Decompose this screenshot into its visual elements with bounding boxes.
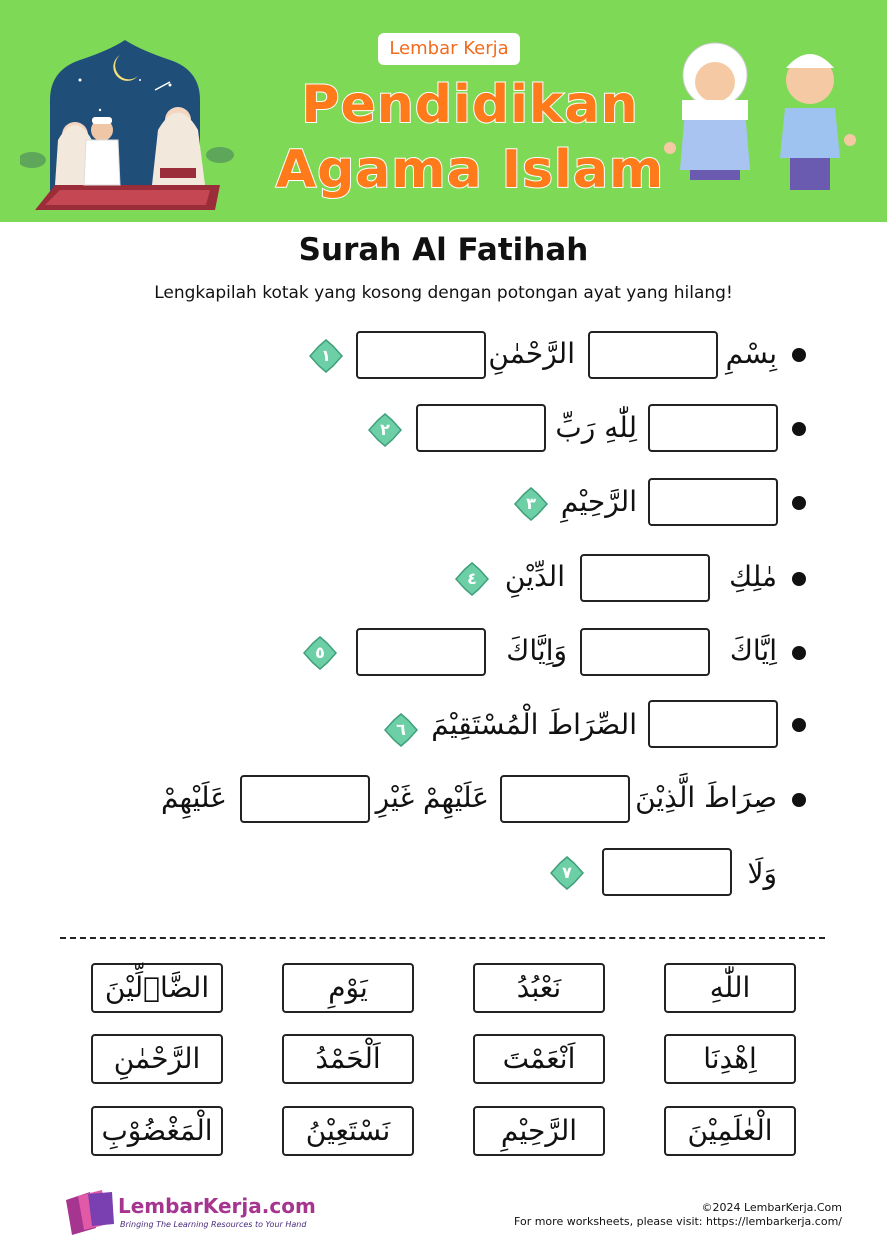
word-card[interactable]: الرَّحِيْمِ	[473, 1106, 605, 1156]
answer-box[interactable]	[580, 554, 710, 602]
answer-box[interactable]	[356, 628, 486, 676]
verse-number-badge: ٢	[368, 413, 402, 447]
word-card[interactable]: الْمَغْضُوْبِ	[91, 1106, 223, 1156]
verse-number-badge: ١	[309, 339, 343, 373]
verse-word: اِيَّاكَ	[729, 634, 777, 667]
answer-box[interactable]	[356, 331, 486, 379]
verse-bullet	[792, 348, 806, 362]
answer-box[interactable]	[602, 848, 732, 896]
verse-word: لِلّٰهِ رَبِّ	[555, 411, 637, 444]
verse-bullet	[792, 496, 806, 510]
word-card[interactable]: نَسْتَعِيْنُ	[282, 1106, 414, 1156]
cut-line-divider	[60, 937, 825, 939]
verse-number-badge: ٥	[303, 636, 337, 670]
worksheet-instruction: Lengkapilah kotak yang kosong dengan potongan ayat yang hilang!	[154, 283, 733, 303]
verse-word: مٰلِكِ	[729, 560, 777, 593]
verse-bullet	[792, 718, 806, 732]
verse-number-badge: ٣	[514, 487, 548, 521]
verse-number-badge: ٧	[550, 856, 584, 890]
verse-number-badge: ٤	[455, 562, 489, 596]
answer-box[interactable]	[648, 478, 778, 526]
word-card[interactable]: الْعٰلَمِيْنَ	[664, 1106, 796, 1156]
word-card[interactable]: الرَّحْمٰنِ	[91, 1034, 223, 1084]
answer-box[interactable]	[648, 700, 778, 748]
worksheet-title: Surah Al Fatihah	[298, 232, 589, 268]
family-praying-illustration	[20, 40, 235, 215]
visit-link-text[interactable]: For more worksheets, please visit: https://lembarkerja.com/	[514, 1215, 842, 1228]
word-card[interactable]: نَعْبُدُ	[473, 963, 605, 1013]
verse-bullet	[792, 646, 806, 660]
children-illustration	[660, 40, 860, 200]
brand-tagline: Bringing The Learning Resources to Your Hand	[120, 1220, 307, 1229]
verse-bullet	[792, 422, 806, 436]
verse-number-badge: ٦	[384, 713, 418, 747]
worksheet-badge: Lembar Kerja	[378, 33, 520, 65]
answer-box[interactable]	[500, 775, 630, 823]
answer-box[interactable]	[648, 404, 778, 452]
verse-bullet	[792, 572, 806, 586]
verse-word: الدِّيْنِ	[504, 560, 565, 593]
verse-word: عَلَيْهِمْ	[161, 781, 227, 814]
copyright-text: ©2024 LembarKerja.Com	[701, 1201, 842, 1214]
answer-box[interactable]	[416, 404, 546, 452]
word-card[interactable]: الضَّاۤلِّيْنَ	[91, 963, 223, 1013]
word-card[interactable]: اَلْحَمْدُ	[282, 1034, 414, 1084]
word-card[interactable]: اللّٰهِ	[664, 963, 796, 1013]
brand-name: LembarKerja.com	[118, 1194, 316, 1218]
verse-word: الصِّرَاطَ الْمُسْتَقِيْمَ	[431, 708, 637, 741]
word-card[interactable]: اِهْدِنَا	[664, 1034, 796, 1084]
word-card[interactable]: يَوْمِ	[282, 963, 414, 1013]
answer-box[interactable]	[588, 331, 718, 379]
verse-word: عَلَيْهِمْ غَيْرِ	[375, 781, 489, 814]
verse-bullet	[792, 793, 806, 807]
verse-word: صِرَاطَ الَّذِيْنَ	[635, 781, 777, 814]
verse-word: بِسْمِ	[725, 337, 777, 370]
answer-box[interactable]	[580, 628, 710, 676]
verse-word: الرَّحْمٰنِ	[488, 337, 575, 370]
verse-word: الرَّحِيْمِ	[560, 485, 637, 518]
lembarkerja-logo-icon	[62, 1188, 116, 1236]
subject-title-line2: Agama Islam	[275, 140, 665, 200]
verse-word: وَاِيَّاكَ	[506, 634, 567, 667]
word-card[interactable]: اَنْعَمْتَ	[473, 1034, 605, 1084]
verse-word: وَلَا	[747, 857, 777, 890]
subject-title-line1: Pendidikan	[301, 75, 639, 135]
answer-box[interactable]	[240, 775, 370, 823]
